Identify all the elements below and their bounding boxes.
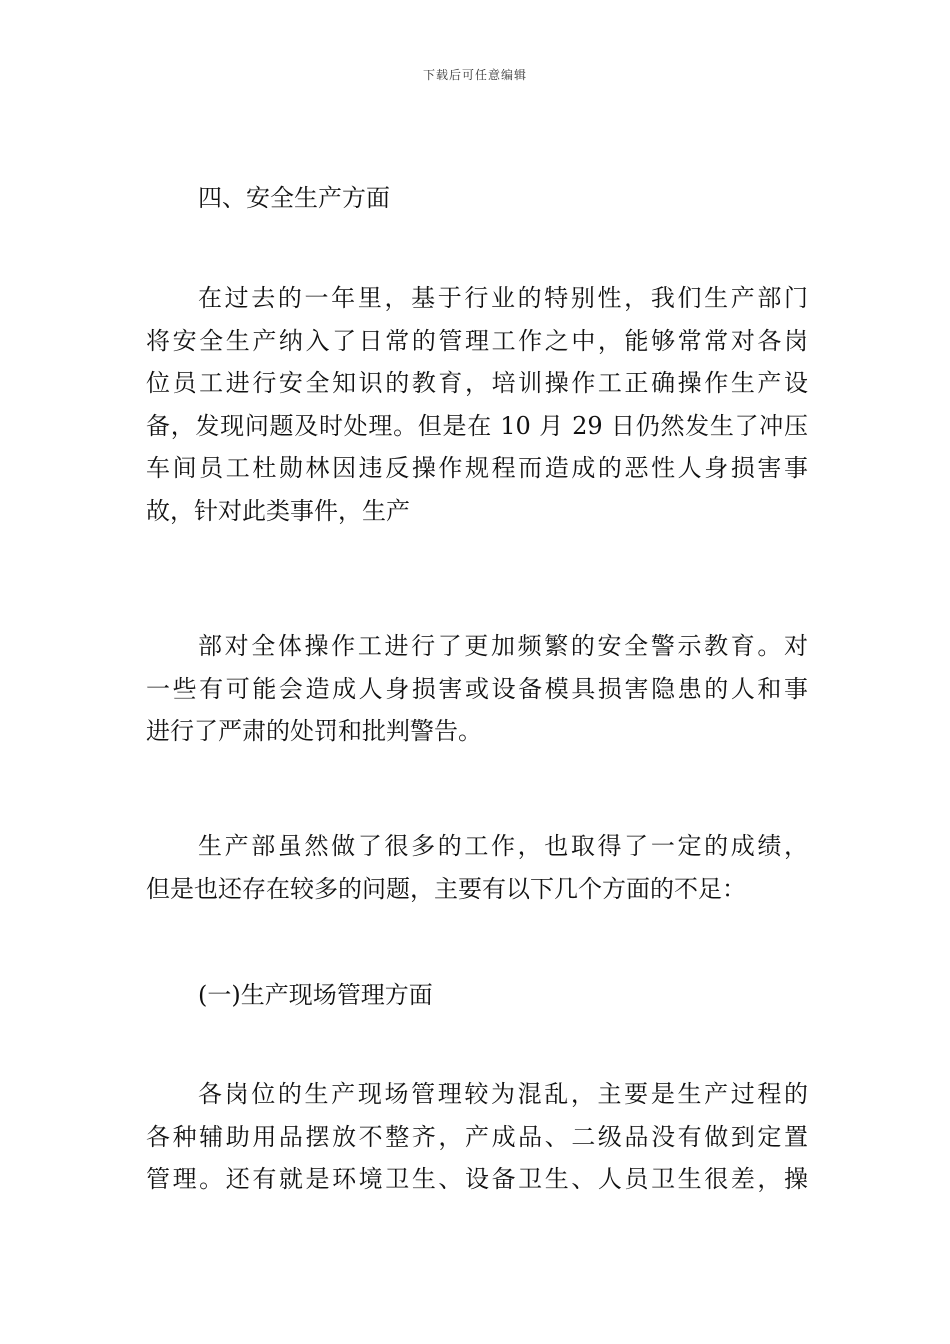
paragraph-line: 进行了严肃的处罚和批判警告。 (146, 717, 482, 745)
paragraph-line: 生产部虽然做了很多的工作，也取得了一定的成绩， (198, 832, 808, 860)
paragraph-3 (146, 825, 808, 910)
subheading-block (146, 974, 808, 1017)
paragraph-line: 一些有可能会造成人身损害或设备模具损害隐患的人和事 (146, 674, 808, 703)
paragraph-line: 各种辅助用品摆放不整齐，产成品、二级品没有做到定置 (146, 1122, 808, 1151)
paragraph-1 (146, 277, 808, 532)
paragraph-line: 车间员工杜勋林因违反操作规程而造成的恶性人身损害事 (146, 454, 808, 482)
header-note: 下载后可任意编辑 (422, 68, 527, 82)
paragraph-line: 部对全体操作工进行了更加频繁的安全警示教育。对 (198, 632, 808, 660)
subheading: (一)生产现场管理方面 (198, 981, 433, 1009)
paragraph-line: 各岗位的生产现场管理较为混乱，主要是生产过程的 (198, 1080, 808, 1108)
paragraph-2 (146, 625, 808, 753)
paragraph-line: 将安全生产纳入了日常的管理工作之中，能够常常对各岗 (146, 326, 808, 355)
paragraph-line: 备，发现问题及时处理。但是在 10 月 29 日仍然发生了冲压 (146, 411, 808, 440)
paragraph-line: 在过去的一年里，基于行业的特别性，我们生产部门 (198, 284, 808, 312)
paragraph-4 (146, 1073, 808, 1201)
section-heading-block (146, 177, 808, 220)
paragraph-line: 管理。还有就是环境卫生、设备卫生、人员卫生很差，操 (146, 1165, 808, 1193)
paragraph-line: 故，针对此类事件，生产 (146, 496, 410, 525)
paragraph-line: 但是也还存在较多的问题，主要有以下几个方面的不足： (146, 874, 746, 903)
paragraph-line: 位员工进行安全知识的教育，培训操作工正确操作生产设 (146, 369, 808, 397)
section-heading: 四、安全生产方面 (198, 184, 390, 212)
